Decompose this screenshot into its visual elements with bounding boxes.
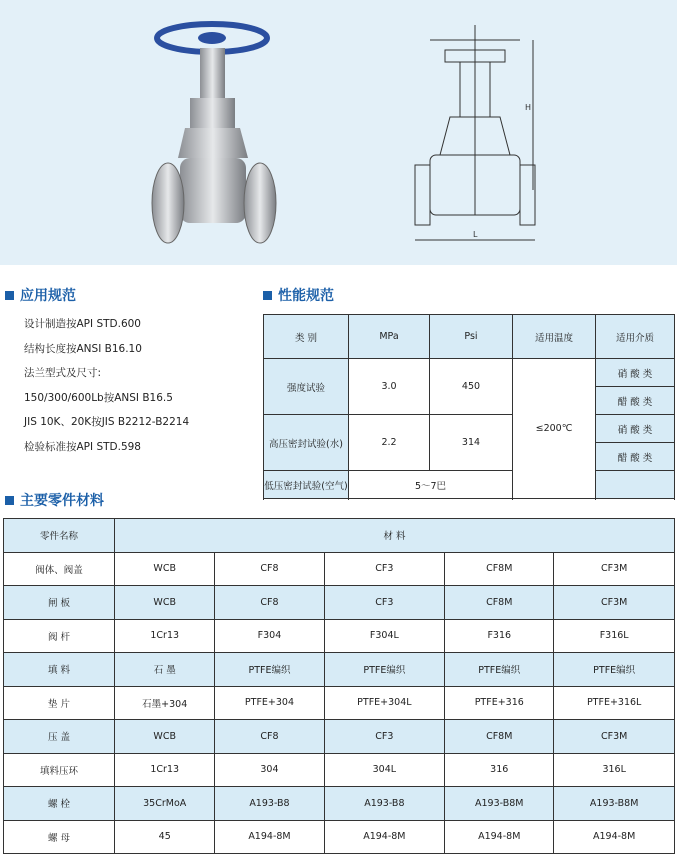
- product-image-panel: [0, 0, 677, 265]
- mpa-value: 2.2: [349, 415, 430, 471]
- spec-line: 结构长度按ANSI B16.10: [24, 342, 142, 355]
- section-square-icon: [5, 496, 14, 505]
- performance-header-cell: 适用温度: [513, 315, 596, 359]
- performance-row-label: 强度试验: [264, 359, 349, 415]
- part-name: 阀 杆: [4, 619, 115, 653]
- mpa-value: 3.0: [349, 359, 430, 415]
- material-cell: F316: [445, 619, 554, 653]
- material-cell: A193-B8M: [554, 787, 675, 821]
- part-name: 压 盖: [4, 720, 115, 754]
- medium-value: 硝 酸 类: [596, 359, 675, 387]
- psi-value: 450: [430, 359, 513, 415]
- section-square-icon: [5, 291, 14, 300]
- materials-section-title: 主要零件材料: [20, 493, 104, 509]
- table-row: [4, 787, 675, 821]
- material-cell: WCB: [115, 720, 215, 754]
- material-cell: CF8: [215, 720, 324, 754]
- material-cell: A193-B8: [324, 787, 445, 821]
- material-cell: 石墨+304: [115, 686, 215, 720]
- part-name: 螺 母: [4, 820, 115, 854]
- table-row: [4, 619, 675, 653]
- material-cell: F316L: [554, 619, 675, 653]
- spec-line: JIS 10K、20K按JIS B2212-B2214: [24, 416, 190, 428]
- table-row: [4, 820, 675, 854]
- material-cell: 304: [215, 753, 324, 787]
- performance-table: [263, 314, 675, 499]
- material-cell: A194-8M: [445, 820, 554, 854]
- material-cell: CF8: [215, 552, 324, 586]
- material-cell: F304: [215, 619, 324, 653]
- spec-line: 150/300/600Lb按ANSI B16.5: [24, 391, 173, 404]
- material-cell: PTFE+304: [215, 686, 324, 720]
- materials-header-material: 材 料: [115, 519, 675, 553]
- material-cell: PTFE+304L: [324, 686, 445, 720]
- material-cell: CF3: [324, 552, 445, 586]
- material-cell: 304L: [324, 753, 445, 787]
- medium-value: 硝 酸 类: [596, 415, 675, 443]
- medium-value: 醋 酸 类: [596, 443, 675, 471]
- material-cell: 1Cr13: [115, 753, 215, 787]
- table-row: [4, 653, 675, 687]
- material-cell: PTFE编织: [554, 653, 675, 687]
- medium-value-blank: [596, 471, 675, 499]
- application-spec-list: [24, 312, 189, 459]
- merged-pressure-value: 5～7巴: [349, 471, 513, 499]
- material-cell: CF3M: [554, 552, 675, 586]
- psi-value: 314: [430, 415, 513, 471]
- material-cell: 35CrMoA: [115, 787, 215, 821]
- material-cell: CF3: [324, 720, 445, 754]
- material-cell: PTFE编织: [324, 653, 445, 687]
- material-cell: WCB: [115, 586, 215, 620]
- material-cell: F304L: [324, 619, 445, 653]
- section-square-icon: [263, 291, 272, 300]
- part-name: 阀体、阀盖: [4, 552, 115, 586]
- temperature-value: ≤200℃: [513, 359, 596, 499]
- part-name: 垫 片: [4, 686, 115, 720]
- application-section-heading: [5, 285, 76, 305]
- performance-row-label: 低压密封试验(空气): [264, 471, 349, 499]
- materials-section-heading: [5, 490, 104, 510]
- material-cell: A194-8M: [554, 820, 675, 854]
- material-cell: PTFE+316: [445, 686, 554, 720]
- gate-valve-photo: [150, 18, 280, 248]
- material-cell: A193-B8M: [445, 787, 554, 821]
- material-cell: A194-8M: [324, 820, 445, 854]
- material-cell: CF3M: [554, 720, 675, 754]
- table-row: [4, 552, 675, 586]
- material-cell: 45: [115, 820, 215, 854]
- table-row: [4, 753, 675, 787]
- material-cell: 316: [445, 753, 554, 787]
- material-cell: PTFE+316L: [554, 686, 675, 720]
- material-cell: A194-8M: [215, 820, 324, 854]
- material-cell: PTFE编织: [215, 653, 324, 687]
- material-cell: CF8M: [445, 552, 554, 586]
- application-section-title: 应用规范: [20, 288, 76, 304]
- part-name: 闸 板: [4, 586, 115, 620]
- materials-header-name: 零件名称: [4, 519, 115, 553]
- performance-header-cell: 适用介质: [596, 315, 675, 359]
- performance-section-title: 性能规范: [278, 288, 334, 304]
- material-cell: CF3: [324, 586, 445, 620]
- material-cell: CF8M: [445, 586, 554, 620]
- spec-line: 设计制造按API STD.600: [24, 318, 141, 330]
- materials-table: [3, 518, 675, 854]
- performance-header-cell: MPa: [349, 315, 430, 359]
- height-dimension-label: H: [525, 103, 532, 112]
- table-row: [4, 586, 675, 620]
- length-dimension-label: L: [473, 230, 478, 239]
- spec-line: 检验标准按API STD.598: [24, 440, 141, 453]
- medium-value: 醋 酸 类: [596, 387, 675, 415]
- valve-dimension-drawing: [405, 15, 545, 250]
- material-cell: A193-B8: [215, 787, 324, 821]
- table-row: [4, 686, 675, 720]
- performance-header-cell: Psi: [430, 315, 513, 359]
- spec-line: 法兰型式及尺寸:: [24, 367, 102, 379]
- material-cell: 1Cr13: [115, 619, 215, 653]
- performance-section-heading: [263, 285, 334, 305]
- material-cell: CF8M: [445, 720, 554, 754]
- part-name: 填 料: [4, 653, 115, 687]
- table-row: [4, 720, 675, 754]
- material-cell: 316L: [554, 753, 675, 787]
- material-cell: PTFE编织: [445, 653, 554, 687]
- part-name: 螺 栓: [4, 787, 115, 821]
- performance-header-cell: 类 别: [264, 315, 349, 359]
- material-cell: 石 墨: [115, 653, 215, 687]
- part-name: 填料压环: [4, 753, 115, 787]
- material-cell: CF8: [215, 586, 324, 620]
- material-cell: WCB: [115, 552, 215, 586]
- material-cell: CF3M: [554, 586, 675, 620]
- performance-row-label: 高压密封试验(水): [264, 415, 349, 471]
